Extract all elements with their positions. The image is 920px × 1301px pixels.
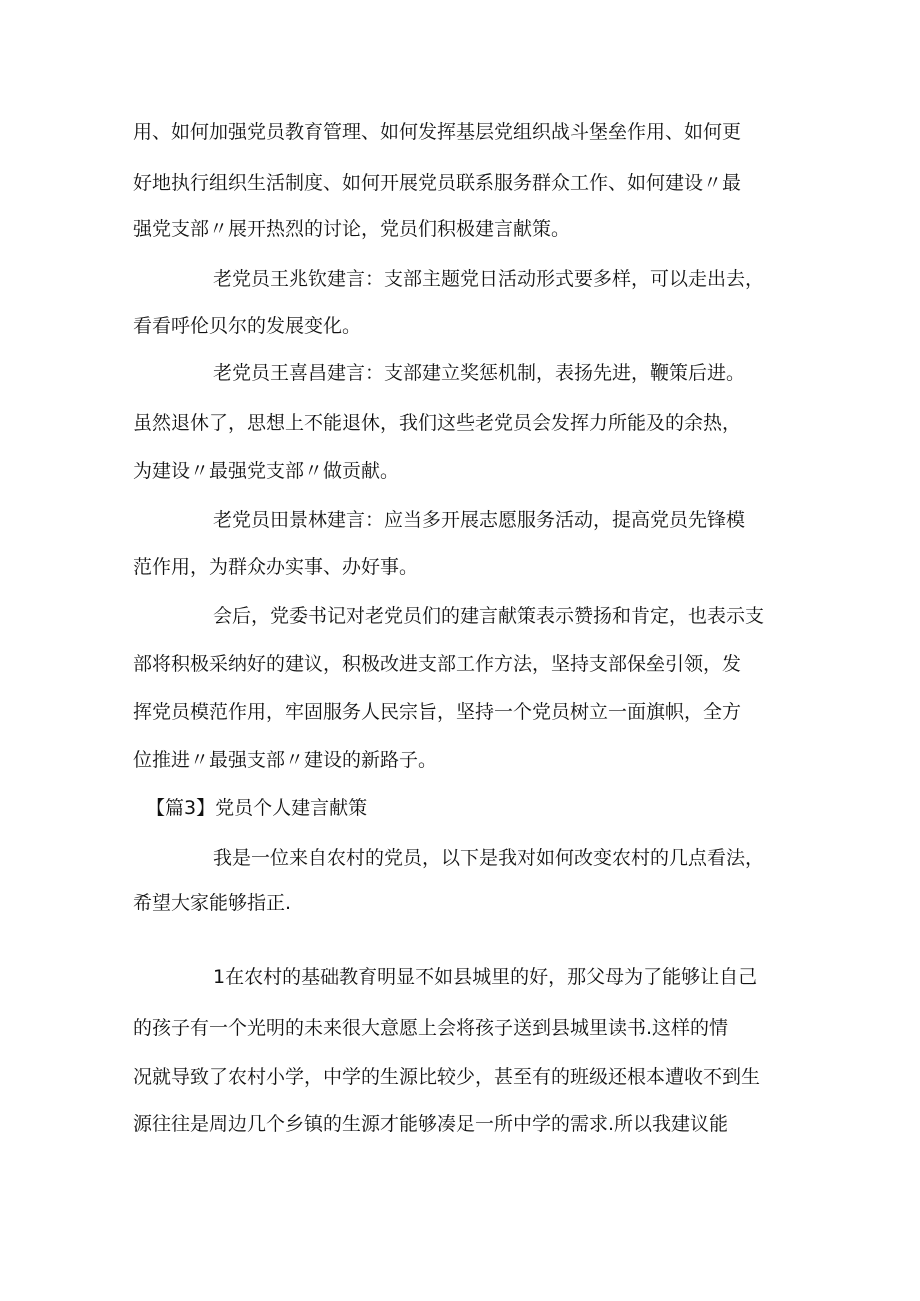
body-text-line: 老党员田景林建言：应当多开展志愿服务活动，提高党员先锋模	[213, 509, 746, 531]
body-text-line: 为建设〃最强党支部〃做贡献。	[133, 460, 400, 482]
body-text-line: 强党支部〃展开热烈的讨论，党员们积极建言献策。	[133, 218, 571, 240]
body-text-line: 我是一位来自农村的党员，以下是我对如何改变农村的几点看法，	[213, 847, 765, 869]
body-text-line: 会后，党委书记对老党员们的建言献策表示赞扬和肯定，也表示支	[213, 605, 765, 627]
body-text-line: 1在农村的基础教育明显不如县城里的好，那父母为了能够让自己	[213, 966, 758, 988]
body-text-line: 看看呼伦贝尔的发展变化。	[133, 315, 362, 337]
body-text-line: 老党员王兆钦建言：支部主题党日活动形式要多样，可以走出去，	[213, 268, 765, 290]
body-text-line: 希望大家能够指正.	[133, 892, 292, 914]
body-text-line: 位推进〃最强支部〃建设的新路子。	[133, 749, 438, 771]
body-text-line: 源往往是周边几个乡镇的生源才能够凑足一所中学的需求.所以我建议能	[133, 1113, 729, 1135]
body-text-line: 的孩子有一个光明的未来很大意愿上会将孩子送到县城里读书.这样的情	[133, 1017, 729, 1039]
section-heading: 【篇3】党员个人建言献策	[146, 797, 368, 819]
body-text-line: 好地执行组织生活制度、如何开展党员联系服务群众工作、如何建设〃最	[133, 172, 742, 194]
body-text-line: 虽然退休了，思想上不能退休，我们这些老党员会发挥力所能及的余热，	[133, 412, 742, 434]
body-text-line: 范作用，为群众办实事、办好事。	[133, 556, 419, 578]
body-text-line: 部将积极采纳好的建议，积极改进支部工作方法，坚持支部保垒引领，发	[133, 653, 742, 675]
body-text-line: 况就导致了农村小学，中学的生源比较少，甚至有的班级还根本遭收不到生	[133, 1066, 761, 1088]
body-text-line: 挥党员模范作用，牢固服务人民宗旨，坚持一个党员树立一面旗帜，全方	[133, 701, 742, 723]
body-text-line: 用、如何加强党员教育管理、如何发挥基层党组织战斗堡垒作用、如何更	[133, 121, 742, 143]
body-text-line: 老党员王喜昌建言：支部建立奖惩机制，表扬先进，鞭策后进。	[213, 362, 746, 384]
